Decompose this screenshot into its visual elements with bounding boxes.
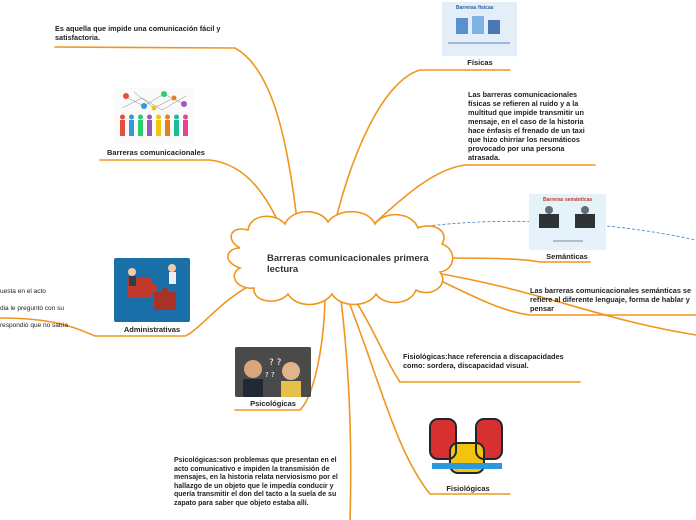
fisiologicas-text[interactable]: Fisiológicas:hace referencia a discapacidades como: sordera, discapacidad visual. bbox=[403, 352, 564, 370]
fisicas-image-title: Barreras físicas bbox=[456, 5, 494, 11]
svg-text:? ?: ? ? bbox=[269, 358, 282, 368]
people-talking-icon bbox=[235, 347, 311, 397]
figures-see-hear-speak-icon bbox=[428, 415, 506, 481]
semanticas-label[interactable]: Semánticas bbox=[546, 252, 588, 261]
barreras-image[interactable] bbox=[114, 88, 194, 144]
fisicas-text[interactable]: Las barreras comunicacionales físicas se refieren al ruido y a la multitud que impide transmitir un mensaje, en el caso de la historia hace énfasis el frenado de un taxi que hizo chirriar los neumáticos provocado por una persona atrasada. bbox=[468, 90, 585, 162]
fisicas-image[interactable] bbox=[442, 2, 517, 56]
fisiologicas-image[interactable] bbox=[428, 415, 506, 481]
fisiologicas-label[interactable]: Fisiológicas bbox=[446, 484, 490, 493]
administrativas-label[interactable]: Administrativas bbox=[123, 325, 181, 334]
admin-text-line-2: dia le preguntó con su bbox=[0, 304, 64, 312]
people-network-icon bbox=[114, 88, 194, 144]
admin-text-line-3: respondió que no sabía bbox=[0, 321, 68, 329]
psicologicas-label[interactable]: Psicológicas bbox=[250, 399, 296, 408]
admin-text-line-1: uesta en el acto bbox=[0, 287, 46, 295]
puzzle-people-icon bbox=[114, 258, 190, 322]
psicologicas-text[interactable]: Psicológicas:son problemas que presentan en el acto comunicativo e impiden la transmisión de mensajes, en la historia relata nerviosismo por el hallazgo de un objeto que le impedía conducir y quería transmitir el don del tacto a la suela de su zapato para saber que objeto estaba allí. bbox=[174, 457, 338, 507]
semanticas-image-title: Barreras semánticas bbox=[543, 197, 593, 203]
administrativas-image[interactable] bbox=[114, 258, 190, 322]
central-topic-title[interactable]: Barreras comunicacionales primera lectura bbox=[267, 253, 429, 275]
admin-text[interactable] bbox=[0, 279, 110, 339]
semanticas-image[interactable] bbox=[529, 194, 606, 250]
svg-text:? ?: ? ? bbox=[265, 371, 275, 379]
semanticas-text[interactable]: Las barreras comunicacionales semánticas se refiere al diferente lenguaje, forma de hablar y pensar bbox=[530, 286, 692, 313]
top-left-text[interactable]: Es aquella que impide una comunicación fácil y satisfactoria. bbox=[55, 24, 221, 42]
fisicas-label[interactable]: Físicas bbox=[467, 58, 493, 67]
barreras-label[interactable]: Barreras comunicacionales bbox=[107, 148, 205, 157]
psicologicas-image[interactable] bbox=[235, 347, 311, 397]
